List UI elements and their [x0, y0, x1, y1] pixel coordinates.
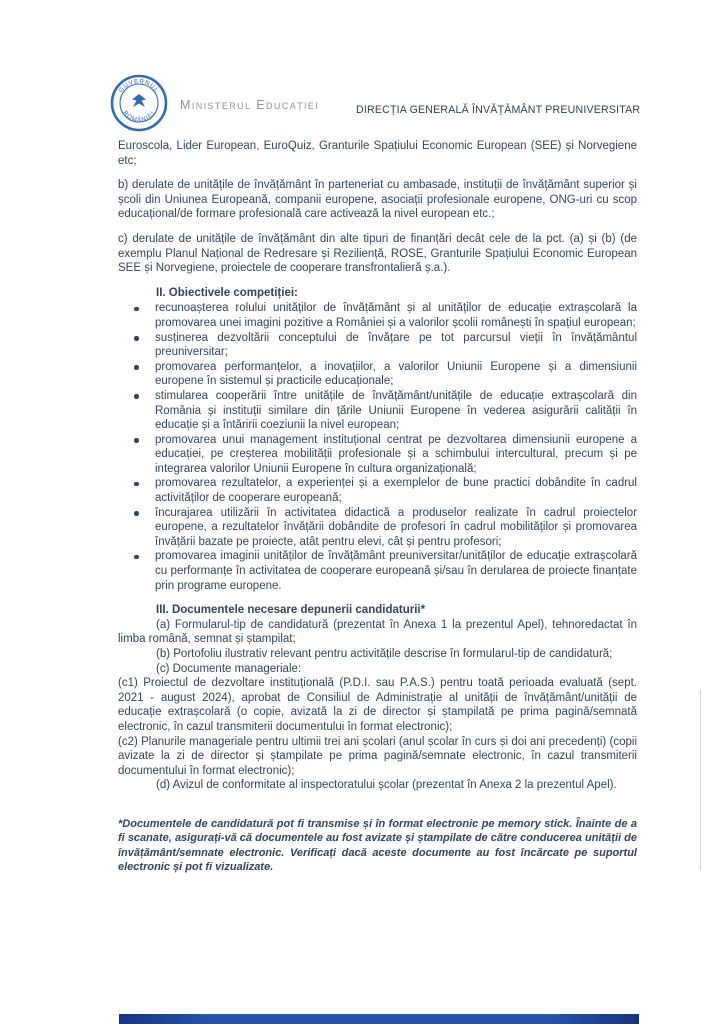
paragraph-continuation: Euroscola, Lider European, EuroQuiz, Granturile Spațiului Economic European (SEE) și Norvegiene etc; — [118, 140, 637, 167]
document-header — [0, 0, 724, 136]
document-item-c1: (c1) Proiectul de dezvoltare instituțională (P.D.I. sau P.A.S.) pentru toată perioada evaluată (sept. 2021 - august 2024), aprobat de Consiliul de Administrație al unității de învățământ/unității de educație extrașcolară (o copie, avizată la zi de director și ștampilată pe prima pagină/semnată electronic, în cazul transmiterii documentului în format electronic); — [118, 677, 637, 733]
logo-top-text: GUVERNUL — [118, 78, 160, 95]
ministry-name: Ministerul Educației — [180, 98, 320, 112]
objectives-list — [118, 301, 637, 593]
document-item-d: (d) Avizul de conformitate al inspectoratului școlar (prezentat în Anexa 2 la prezentul Apel). — [156, 779, 617, 792]
scan-artifact-line — [700, 690, 701, 870]
footer-scan-bar — [119, 1014, 639, 1024]
objective-item: stimularea cooperării între unitățile de învățământ/unitățile de educație extrașcolară din România și instituții similare din țările Uniunii Europene în vederea asigurării calității în educație și a întăririi coeziunii la nivel european; — [118, 389, 637, 433]
government-of-romania-logo — [110, 74, 168, 132]
document-item-b: (b) Portofoliu ilustrativ relevant pentru activitățile descrise în formularul-tip de candidatură; — [156, 648, 613, 660]
department-name: DIRECȚIA GENERALĂ ÎNVĂȚĂMÂNT PREUNIVERSITAR — [356, 104, 641, 116]
objective-item: promovarea imaginii unităților de învățământ preuniversitar/unităților de educație extrașcolară cu performanțe în activitatea de cooperare europeană și/sau în derularea de proiecte finanțate prin programe europene. — [118, 549, 637, 593]
paragraph-point-c: c) derulate de unitățile de învățământ din alte tipuri de finanțări decât cele de la pct. (a) și (b) (de exemplu Planul Național de Redresare și Reziliență, ROSE, Granturile Spațiului Economic European SEE și Norvegiene, proiectele de cooperare transfrontalieră ș.a.). — [118, 232, 637, 275]
section-title-objectives: II. Obiectivele competiției: — [156, 286, 298, 299]
objective-item: susținerea dezvoltării conceptului de învățare pe tot parcursul vieții în învățământul preuniversitar; — [118, 331, 637, 360]
document-item-a: (a) Formularul-tip de candidatură (prezentat în Anexa 1 la prezentul Apel), tehnoredactat în limba română, semnat și ștampilat; — [118, 618, 637, 646]
section-title-documents: III. Documentele necesare depunerii candidaturii* — [156, 604, 426, 617]
objective-item: promovarea unui management instituțional centrat pe dezvoltarea dimensiunii europene a educației, pe creșterea mobilității profesionale și a schimbului intercultural, precum și pe integrarea valorilor Uniunii Europene în cultura organizațională; — [118, 433, 637, 477]
objective-item: promovarea performanțelor, a inovațiilor, a valorilor Uniunii Europene și a dimensiunii europene în sistemul și practicile educaționale; — [118, 360, 637, 389]
objective-item: promovarea rezultatelor, a experienței și a exemplelor de bune practici dobândite în cadrul activităților de cooperare europeană; — [118, 476, 637, 505]
paragraph-point-b: b) derulate de unitățile de învățământ în parteneriat cu ambasade, instituții de învățământ superior și școli din Uniunea Europeană, companii europene, asociații profesionale europene, ONG-uri cu scop educațional/de formare profesională care activează la nivel european etc.; — [118, 179, 637, 221]
objective-item: încurajarea utilizării în activitatea didactică a produselor realizate în cadrul proiectelor europene, a rezultatelor învățării dobândite de profesori în cadrul mobilităților și promovarea învățării bazate pe proiecte, atât pentru elevi, cât și pentru profesori; — [118, 506, 637, 550]
document-item-c2: (c2) Planurile manageriale pentru ultimii trei ani școlari (anul școlar în curs și doi ani precedenți) (copii avizate la zi de director și ștampilate pe prima pagină/semnate electronic, în cazul transmiterii documentului în format electronic); — [118, 735, 637, 777]
footnote: *Documentele de candidatură pot fi transmise și în format electronic pe memory stick. Înainte de a fi scanate, asigurați-vă că documentele au fost avizate și ștampilate de către conducerea unității de învățământ/semnate electronic. Verificați dacă aceste documente au fost încărcate pe suportul electronic și pot fi vizualizate. — [118, 817, 637, 873]
document-body — [118, 139, 637, 874]
document-item-c: (c) Documente manageriale: — [156, 662, 302, 675]
objective-item: recunoașterea rolului unităților de învățământ și al unităților de educație extrașcolară la promovarea unei imagini pozitive a României și a valorilor școlii românești în spațiul european; — [118, 301, 637, 330]
logo-bottom-text: ROMÂNIEI — [121, 110, 157, 124]
